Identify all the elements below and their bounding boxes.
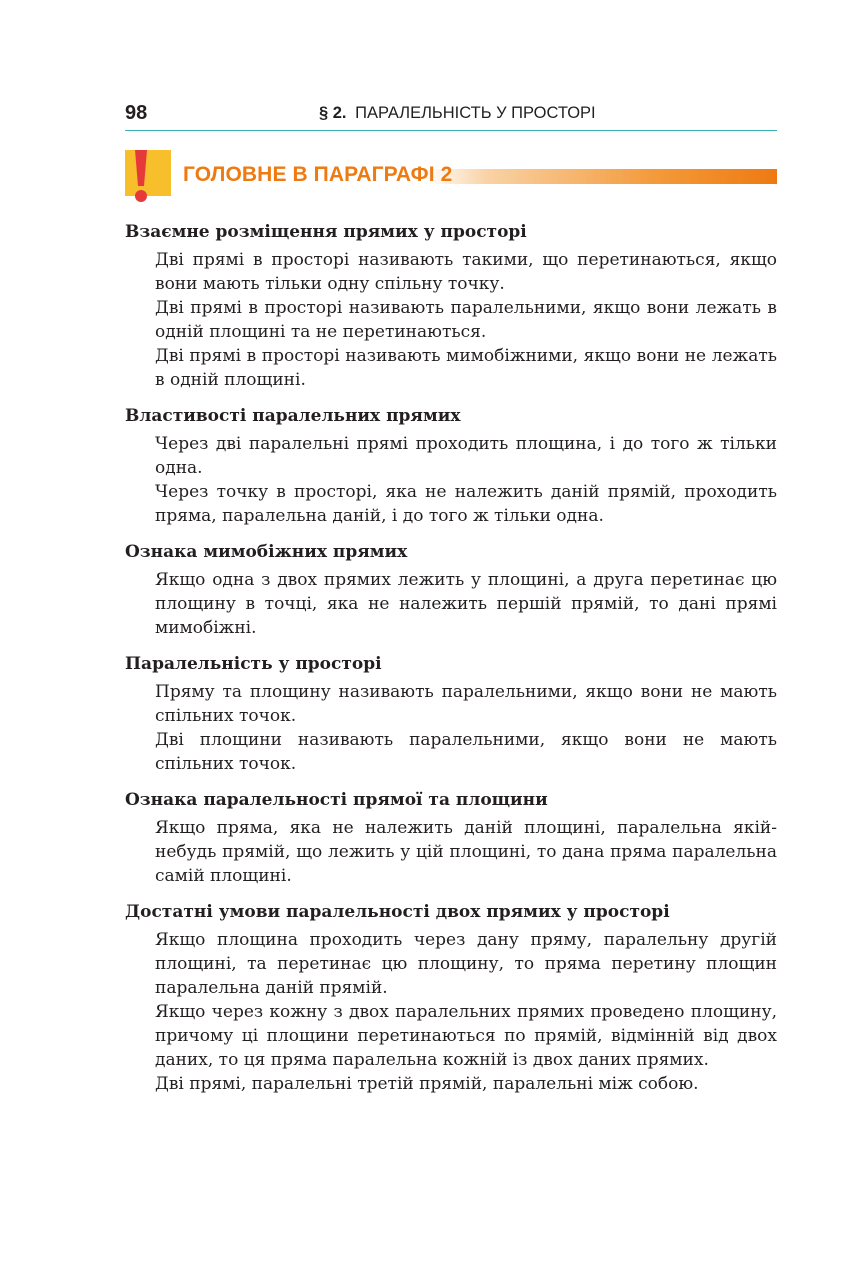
section-heading: Достатні умови паралельності двох прямих у просторі <box>125 902 670 922</box>
section-heading: Ознака паралельності прямої та площини <box>125 790 548 810</box>
paragraph: Якщо одна з двох прямих лежить у площині, а друга перетинає цю площину в точці, яка не належить першій прямій, то дані прямі мимобіжні. <box>155 570 777 638</box>
section-heading: Ознака мимобіжних прямих <box>125 542 408 562</box>
paragraph: Дві прямі в просторі називають такими, що перетинаються, якщо вони мають тільки одну спільну точку. <box>155 250 777 294</box>
section-heading: Паралельність у просторі <box>125 654 382 674</box>
paragraph: Якщо через кожну з двох паралельних прямих проведено площину, причому ці площини перетинаються по прямій, відмінній від двох даних, то ця пряма паралельна кожній із двох даних прямих. <box>155 1002 777 1070</box>
content <box>125 220 777 1108</box>
paragraph: Дві прямі в просторі називають паралельними, якщо вони лежать в одній площині та не перетинаються. <box>155 298 777 342</box>
section-line-plane-criterion <box>125 788 777 888</box>
section-title: ПАРАЛЕЛЬНІСТЬ У ПРОСТОРІ <box>355 104 596 122</box>
section-skew-criterion <box>125 540 777 640</box>
paragraph: Якщо площина проходить через дану пряму, паралельну другій площині, та перетинає цю площину, то пряма перетину площин паралельна даній прямій. <box>155 930 777 998</box>
paragraph: Дві площини називають паралельними, якщо вони не мають спільних точок. <box>155 730 777 774</box>
section-mark: § 2. <box>319 104 347 122</box>
summary-banner <box>125 150 777 206</box>
section-lines-arrangement <box>125 220 777 392</box>
paragraph: Через точку в просторі, яка не належить даній прямій, проходить пряма, паралельна даній, і до того ж тільки одна. <box>155 482 777 526</box>
page-header <box>125 100 777 131</box>
section-parallel-properties <box>125 404 777 528</box>
paragraph: Через дві паралельні прямі проходить площина, і до того ж тільки одна. <box>155 434 777 478</box>
section-parallelism-in-space <box>125 652 777 776</box>
section-sufficient-conditions <box>125 900 777 1096</box>
paragraph: Пряму та площину називають паралельними, якщо вони не мають спільних точок. <box>155 682 777 726</box>
page-number: 98 <box>125 102 148 124</box>
exclamation-icon <box>132 150 150 206</box>
running-head <box>319 104 596 123</box>
paragraph: Дві прямі в просторі називають мимобіжними, якщо вони не лежать в одній площині. <box>155 346 777 390</box>
paragraph: Дві прямі, паралельні третій прямій, паралельні між собою. <box>155 1074 699 1094</box>
section-heading: Взаємне розміщення прямих у просторі <box>125 222 527 242</box>
section-heading: Властивості паралельних прямих <box>125 406 461 426</box>
paragraph: Якщо пряма, яка не належить даній площині, паралельна якій-небудь прямій, що лежить у цій площині, то дана пряма паралельна самій площині. <box>155 818 777 886</box>
banner-title: ГОЛОВНЕ В ПАРАГРАФІ 2 <box>183 163 453 186</box>
